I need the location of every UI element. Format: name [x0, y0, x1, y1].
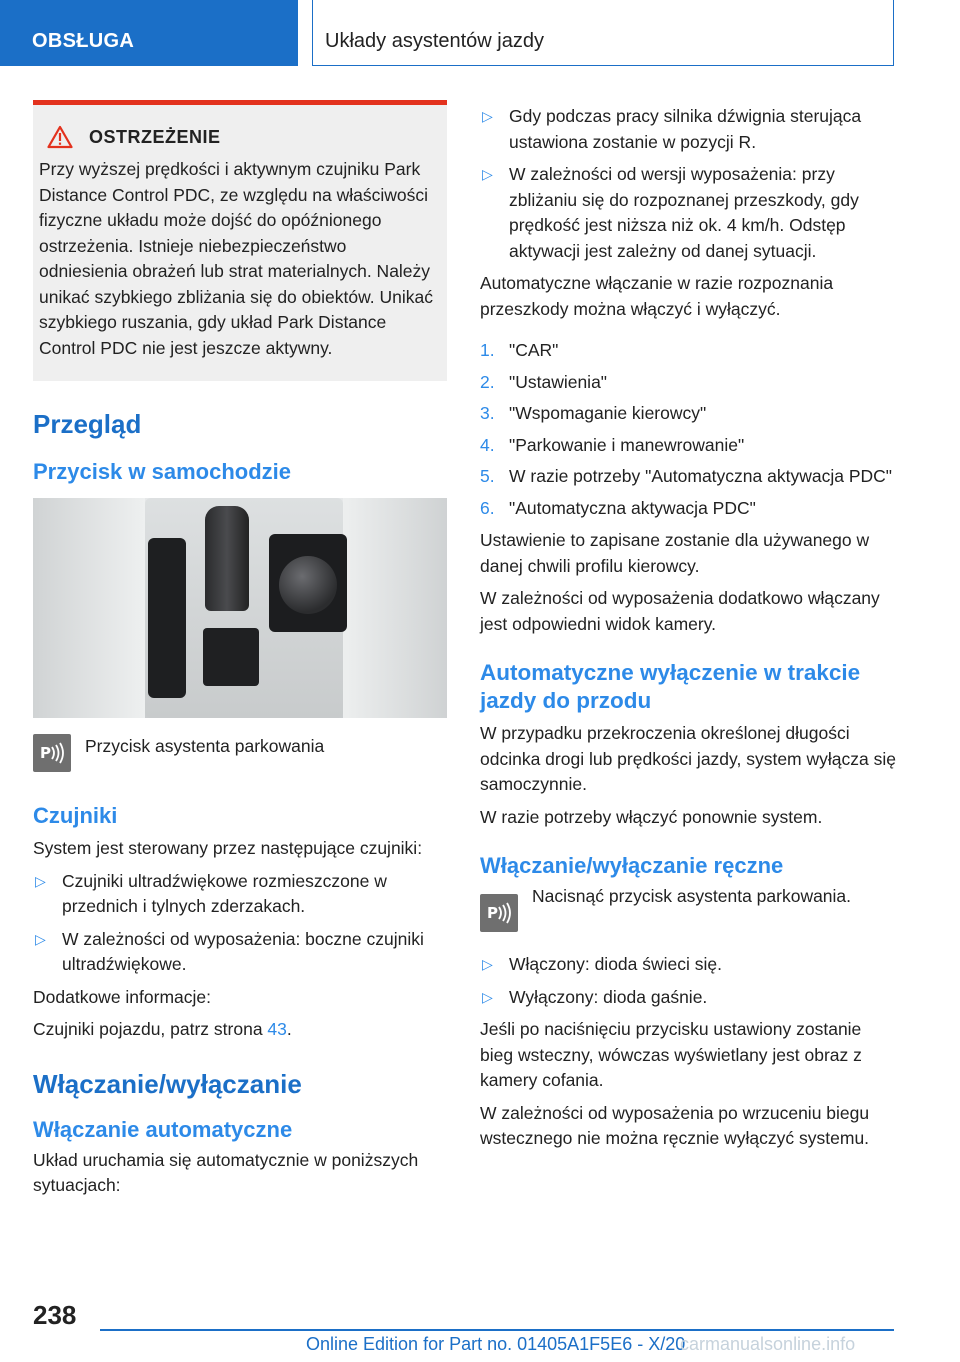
list-item: ▷ Czujniki ultradźwiękowe rozmieszczone w przednich i tylnych zderzakach.: [35, 870, 387, 916]
auto-off-text: W przypadku przekroczenia określonej długości odcinka drogi lub prędkości jazdy, system wyłącza się samoczynnie.: [480, 723, 896, 794]
right-seat-shape: [343, 498, 447, 718]
list-item: ▷ Włączony: dioda świeci się.: [480, 952, 896, 978]
settings-steps: [480, 338, 896, 521]
auto-off-heading: Automatyczne wyłączenie w trakcie jazdy do przodu: [480, 660, 861, 713]
controller-knob-shape: [279, 556, 337, 614]
onoff-heading: Włączanie/wyłączanie: [33, 1068, 302, 1099]
right-column: [480, 104, 896, 1159]
left-seat-shape: [33, 498, 145, 718]
svg-text:P: P: [487, 904, 498, 922]
profile-note: Ustawienie to zapisane zostanie dla używanego w danej chwili profilu kierowcy.: [480, 530, 870, 576]
auto-on-list: [480, 104, 896, 264]
more-info-label: Dodatkowe informacje:: [33, 986, 211, 1007]
section-tab: [0, 0, 298, 66]
caption-row: [33, 734, 447, 772]
warning-triangle-icon: [47, 125, 73, 149]
left-column: [33, 100, 447, 1206]
overview-heading: Przegląd: [33, 409, 142, 439]
park-assist-icon: [480, 894, 518, 932]
warning-title: OSTRZEŻENIE: [89, 126, 221, 147]
chapter-title: Układy asystentów jazdy: [325, 30, 544, 52]
list-item: 4. "Parkowanie i manewrowanie": [480, 434, 745, 455]
list-item: 3. "Wspomaganie kierowcy": [480, 403, 707, 423]
sensors-reference: Czujniki pojazdu, patrz strona 43.: [33, 1019, 292, 1039]
manual-heading: Włączanie/wyłączanie ręczne: [480, 853, 784, 878]
manual-list: [480, 952, 896, 1010]
list-item: ▷ Wyłączony: dioda gaśnie.: [480, 985, 896, 1011]
chapter-title-box: [312, 0, 894, 66]
list-item: 5. W razie potrzeby "Automatyczna aktywacja PDC": [480, 466, 892, 486]
button-panel-shape: [148, 538, 186, 698]
manual-press-row: [480, 884, 896, 932]
parking-brake-shape: [203, 628, 259, 686]
gear-selector-shape: [205, 506, 249, 611]
list-item: 6. "Automatyczna aktywacja PDC": [480, 497, 756, 518]
section-label: OBSŁUGA: [32, 30, 135, 52]
auto-on-note: Automatyczne włączanie w razie rozpoznania przeszkody można włączyć i wyłączyć.: [480, 273, 834, 319]
triangle-bullet-icon: ▷: [482, 166, 493, 182]
page-header: [0, 0, 960, 66]
reverse-note: Jeśli po naciśnięciu przycisku ustawiony zostanie bieg wsteczny, wówczas wyświetlany jest obraz z kamery cofania.: [480, 1019, 862, 1090]
watermark: carmanualsonline.info: [680, 1334, 856, 1354]
no-off-note: W zależności od wyposażenia po wrzuceniu biegu wstecznego nie można ręcznie wyłączyć systemu.: [480, 1102, 870, 1148]
warning-box: [33, 100, 447, 381]
park-assist-icon: [33, 734, 71, 772]
center-console-photo: [33, 498, 447, 718]
list-item: ▷ Gdy podczas pracy silnika dźwignia sterująca ustawiona zostanie w pozycji R.: [482, 106, 862, 152]
triangle-bullet-icon: ▷: [482, 956, 493, 972]
list-item: ▷ W zależności od wyposażenia: boczne czujniki ultradźwiękowe.: [35, 928, 424, 974]
warning-text: Przy wyższej prędkości i aktywnym czujniku Park Distance Control PDC, ze względu na właściwości fizyczne układu może dojść do opóźnionego ostrzeżenia. Istnieje niebezpieczeństwo odniesienia obrażeń lub strat materialnych. Należy unikać szybkiego zbliżania się do obiektów. Unikać szybkiego ruszania, gdy układ Park Distance Control PDC nie jest jeszcze aktywny.: [39, 159, 433, 358]
sensors-intro: System jest sterowany przez następujące czujniki:: [33, 838, 423, 858]
footer-rule: [100, 1329, 894, 1331]
camera-note: W zależności od wyposażenia dodatkowo włączany jest odpowiedni widok kamery.: [480, 588, 880, 634]
page-number: 238: [33, 1300, 77, 1330]
auto-on-heading: Włączanie automatyczne: [33, 1116, 293, 1142]
triangle-bullet-icon: ▷: [482, 988, 493, 1005]
sensors-heading: Czujniki: [33, 803, 118, 828]
triangle-bullet-icon: ▷: [35, 872, 46, 889]
list-item: 1. "CAR": [480, 340, 559, 360]
button-in-car-heading: Przycisk w samochodzie: [33, 459, 291, 484]
triangle-bullet-icon: ▷: [482, 108, 493, 124]
triangle-bullet-icon: ▷: [35, 930, 46, 947]
page-reference-link[interactable]: 43: [267, 1019, 287, 1039]
edition-text: Online Edition for Part no. 01405A1F5E6 - X/20: [306, 1334, 686, 1354]
auto-on-intro: Układ uruchamia się automatycznie w poniższych sytuacjach:: [33, 1149, 419, 1195]
list-item: ▷ W zależności od wersji wyposażenia: przy zbliżaniu się do rozpoznanej przeszkody, gdy prędkość jest niższa niż ok. 4 km/h. Odstęp aktywacji jest zależny od danej sytuacji.: [482, 164, 859, 261]
manual-press-text: Nacisnąć przycisk asystenta parkowania.: [532, 886, 852, 906]
auto-off-text2: W razie potrzeby włączyć ponownie system.: [480, 806, 823, 827]
warning-header: [39, 125, 433, 149]
svg-text:P: P: [40, 744, 51, 762]
list-item: 2. "Ustawienia": [480, 371, 608, 392]
photo-caption: Przycisk asystenta parkowania: [85, 736, 325, 756]
sensors-list: [33, 869, 447, 978]
